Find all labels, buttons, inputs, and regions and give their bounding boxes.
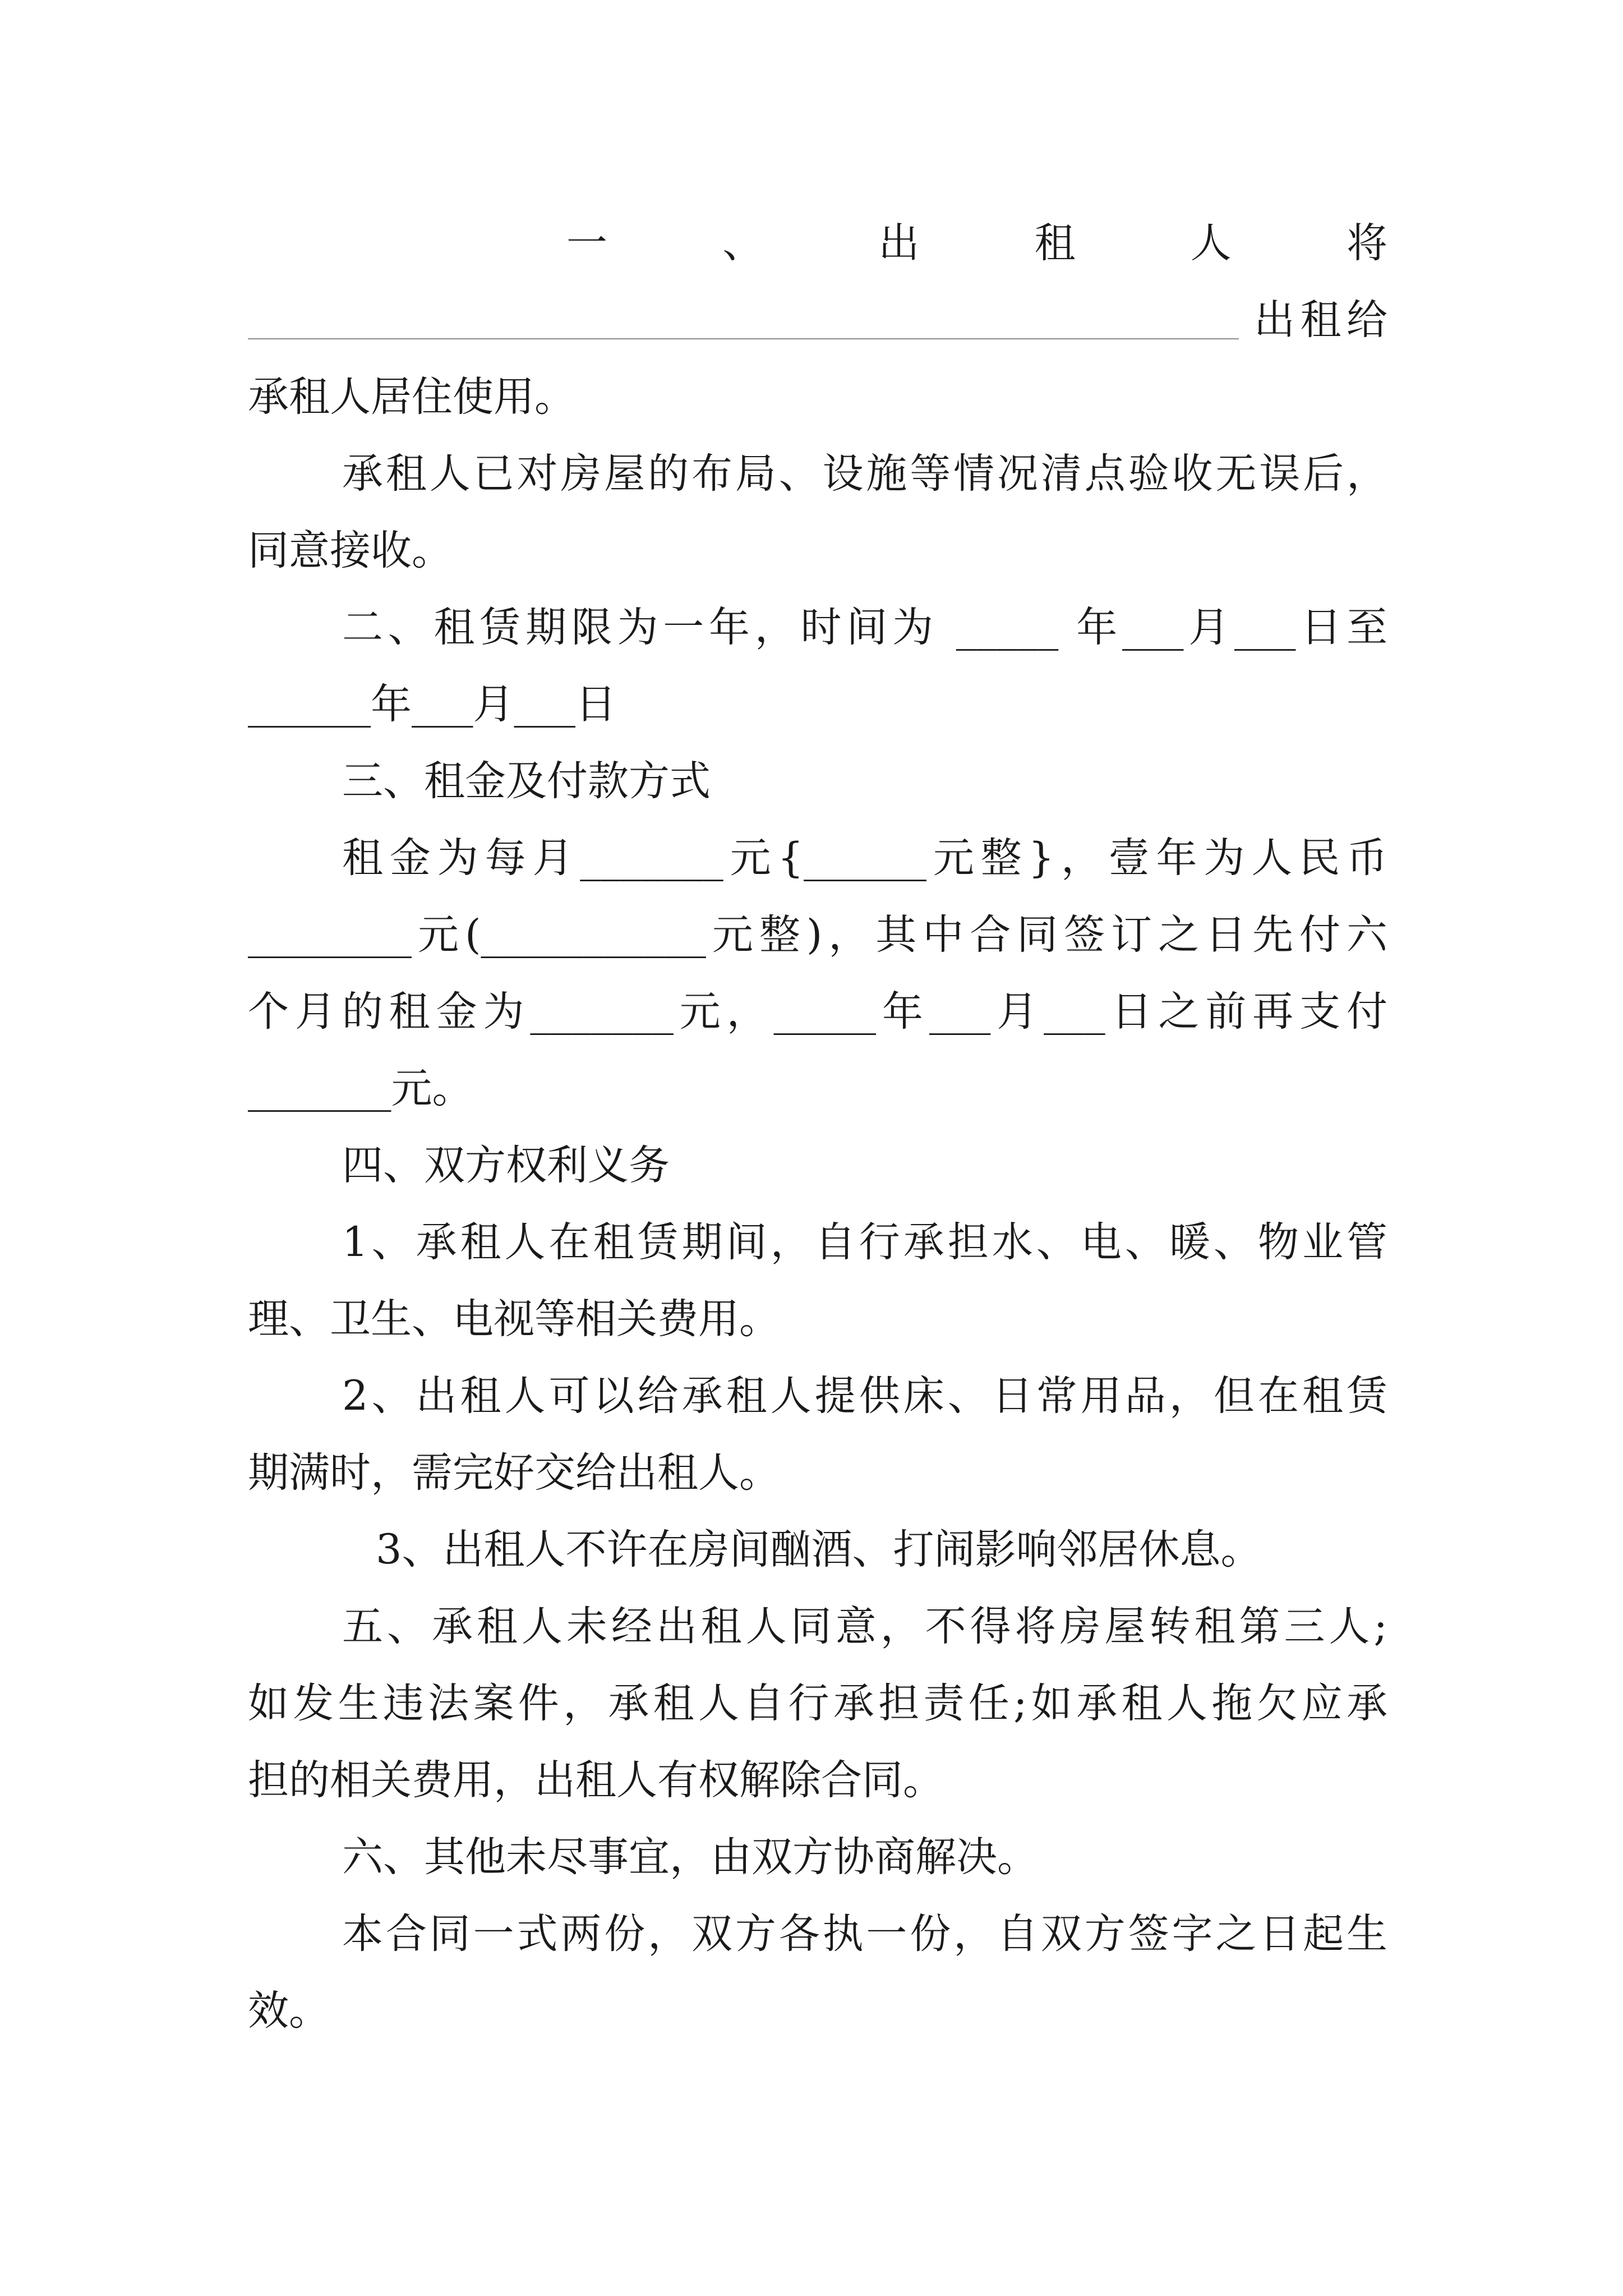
effectiveness-line-cont: 效。 — [248, 1987, 330, 2035]
rent-payment-line-cont: _______元。 — [248, 1065, 473, 1112]
inspection-line: 承租人已对房屋的布局、设施等情况清点验收无误后， — [342, 450, 1387, 498]
heading-char: 一 — [566, 219, 607, 267]
clause-5-line-end: 担的相关费用，出租人有权解除合同。 — [248, 1756, 944, 1804]
clause-6-line: 六、其他未尽事宜，由双方协商解决。 — [342, 1833, 1038, 1881]
clause-5-line-cont: 如发生违法案件，承租人自行承担责任;如承租人拖欠应承 — [248, 1680, 1387, 1727]
clause-2-term-line-cont: ______年___月___日 — [248, 680, 616, 728]
duty-1-line: 1、承租人在租赁期间，自行承担水、电、暖、物业管 — [342, 1218, 1387, 1266]
duty-2-line-cont: 期满时，需完好交给出租人。 — [248, 1449, 780, 1497]
heading-char: 人 — [1190, 219, 1232, 267]
clause-3-heading: 三、租金及付款方式 — [342, 757, 711, 805]
clause-2-term-line: 二、租赁期限为一年，时间为 _____ 年___月___日至 — [342, 604, 1387, 651]
clause-1-heading-line — [248, 205, 1387, 282]
clause-4-heading: 四、双方权利义务 — [342, 1142, 670, 1189]
clause-1-usage-line: 承租人居住使用。 — [248, 373, 575, 421]
heading-char: 将 — [1346, 219, 1387, 267]
rent-payment-line: 个月的租金为_______元，_____年___月___日之前再支付 — [248, 988, 1387, 1036]
clause-1-premises-line — [248, 282, 1387, 358]
duty-3-line: 3、出租人不许在房间酗酒、打闹影响邻居休息。 — [376, 1526, 1262, 1573]
rent-amount-line-cont: ________元(___________元整)，其中合同签订之日先付六 — [248, 911, 1387, 959]
heading-char: 、 — [722, 219, 764, 267]
effectiveness-line: 本合同一式两份，双方各执一份，自双方签字之日起生 — [342, 1910, 1387, 1958]
clause-5-line: 五、承租人未经出租人同意，不得将房屋转租第三人; — [342, 1603, 1387, 1650]
heading-char: 租 — [1034, 219, 1076, 267]
duty-2-line: 2、出租人可以给承租人提供床、日常用品，但在租赁 — [342, 1372, 1387, 1420]
rent-amount-line: 租金为每月_______元{______元整}，壹年为人民币 — [342, 834, 1387, 882]
rent-to-label: 出租给 — [1254, 296, 1387, 344]
premises-blank-line — [248, 338, 1239, 339]
inspection-line-cont: 同意接收。 — [248, 527, 453, 574]
duty-1-line-cont: 理、卫生、电视等相关费用。 — [248, 1295, 780, 1343]
heading-char: 出 — [878, 219, 920, 267]
contract-body — [248, 205, 1387, 2049]
